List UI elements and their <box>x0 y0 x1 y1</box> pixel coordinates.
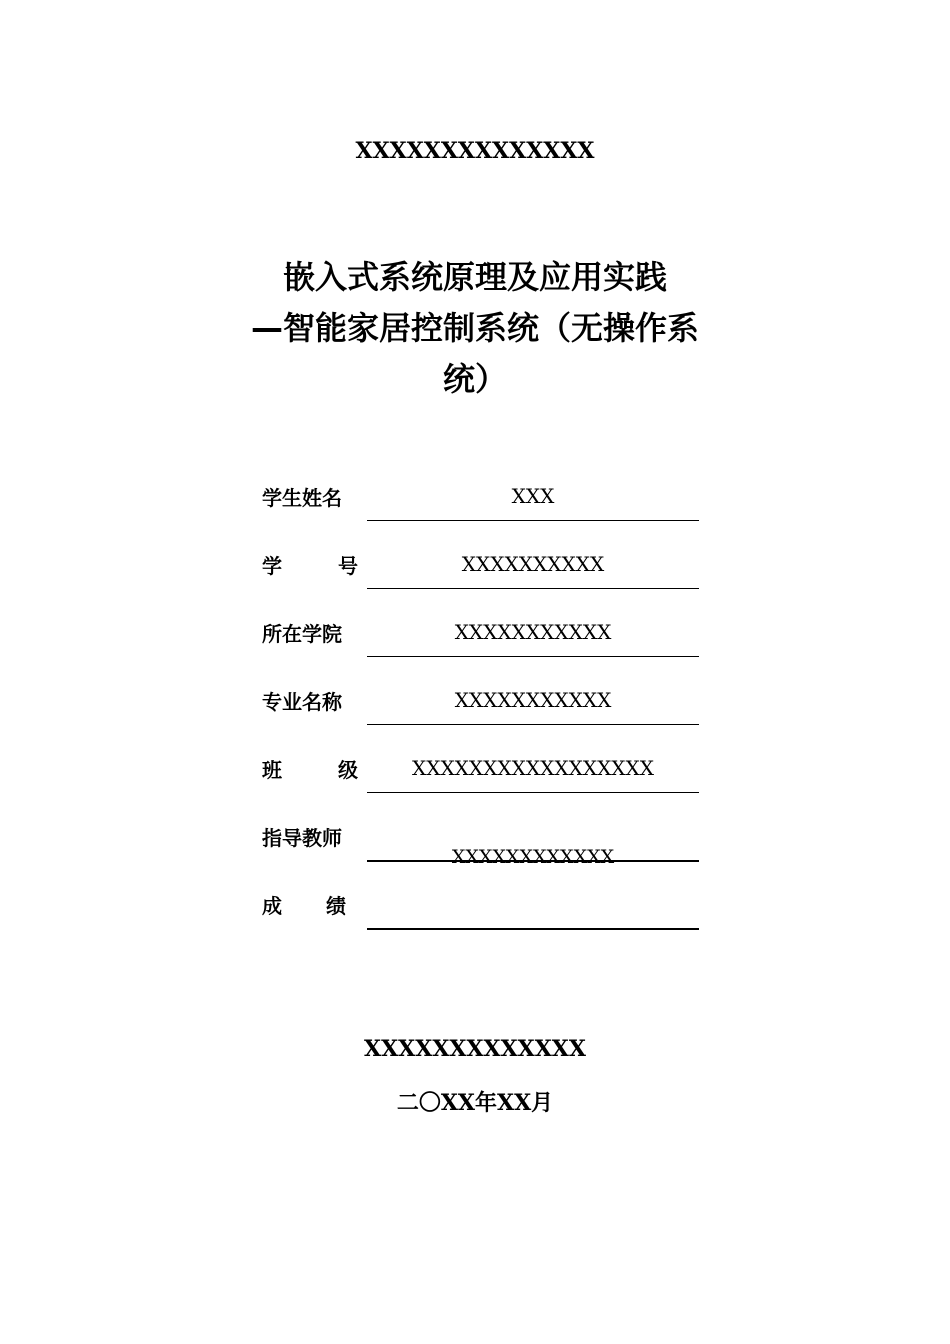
label-class-char-2: 级 <box>338 758 358 782</box>
school-name: XXXXXXXXXXXXXX <box>355 138 595 164</box>
value-advisor: XXXXXXXXXXXX <box>451 846 615 868</box>
label-student-name: 学生姓名 <box>262 486 342 510</box>
value-class: XXXXXXXXXXXXXXXXX <box>411 756 655 780</box>
value-student-id: XXXXXXXXXX <box>461 552 605 576</box>
value-student-name: XXX <box>511 484 555 508</box>
label-student-id-char-1: 学 <box>262 554 282 578</box>
field-college <box>367 606 699 657</box>
row-class <box>262 742 702 810</box>
row-advisor <box>262 810 702 878</box>
row-college <box>262 606 702 674</box>
field-student-id <box>367 538 699 589</box>
label-grade-char-2: 绩 <box>326 894 346 918</box>
field-major <box>367 674 699 725</box>
row-grade <box>262 878 702 946</box>
row-major <box>262 674 702 742</box>
value-college: XXXXXXXXXXX <box>454 620 612 644</box>
label-class <box>262 754 358 783</box>
label-grade <box>262 890 346 919</box>
title-line-2: —智能家居控制系统（无操作系 <box>250 309 699 347</box>
label-student-id-char-2: 号 <box>338 554 358 578</box>
student-info-form <box>262 470 702 946</box>
field-student-name <box>367 470 699 521</box>
report-title <box>225 252 725 405</box>
title-line-1: 嵌入式系统原理及应用实践 <box>282 258 667 296</box>
row-student-name <box>262 470 702 538</box>
label-student-id <box>262 550 358 579</box>
label-class-char-1: 班 <box>262 758 282 782</box>
footer-organization: XXXXXXXXXXXXX <box>364 1036 586 1062</box>
value-major: XXXXXXXXXXX <box>454 688 612 712</box>
label-grade-char-1: 成 <box>262 894 282 918</box>
row-student-id <box>262 538 702 606</box>
footer-date: 二〇XX年XX月 <box>396 1090 554 1116</box>
field-grade <box>367 878 699 930</box>
label-major: 专业名称 <box>262 690 342 714</box>
field-advisor <box>367 810 699 868</box>
title-line-3: 统） <box>442 360 507 398</box>
label-advisor: 指导教师 <box>262 826 342 850</box>
field-class <box>367 742 699 793</box>
label-college: 所在学院 <box>262 622 342 646</box>
